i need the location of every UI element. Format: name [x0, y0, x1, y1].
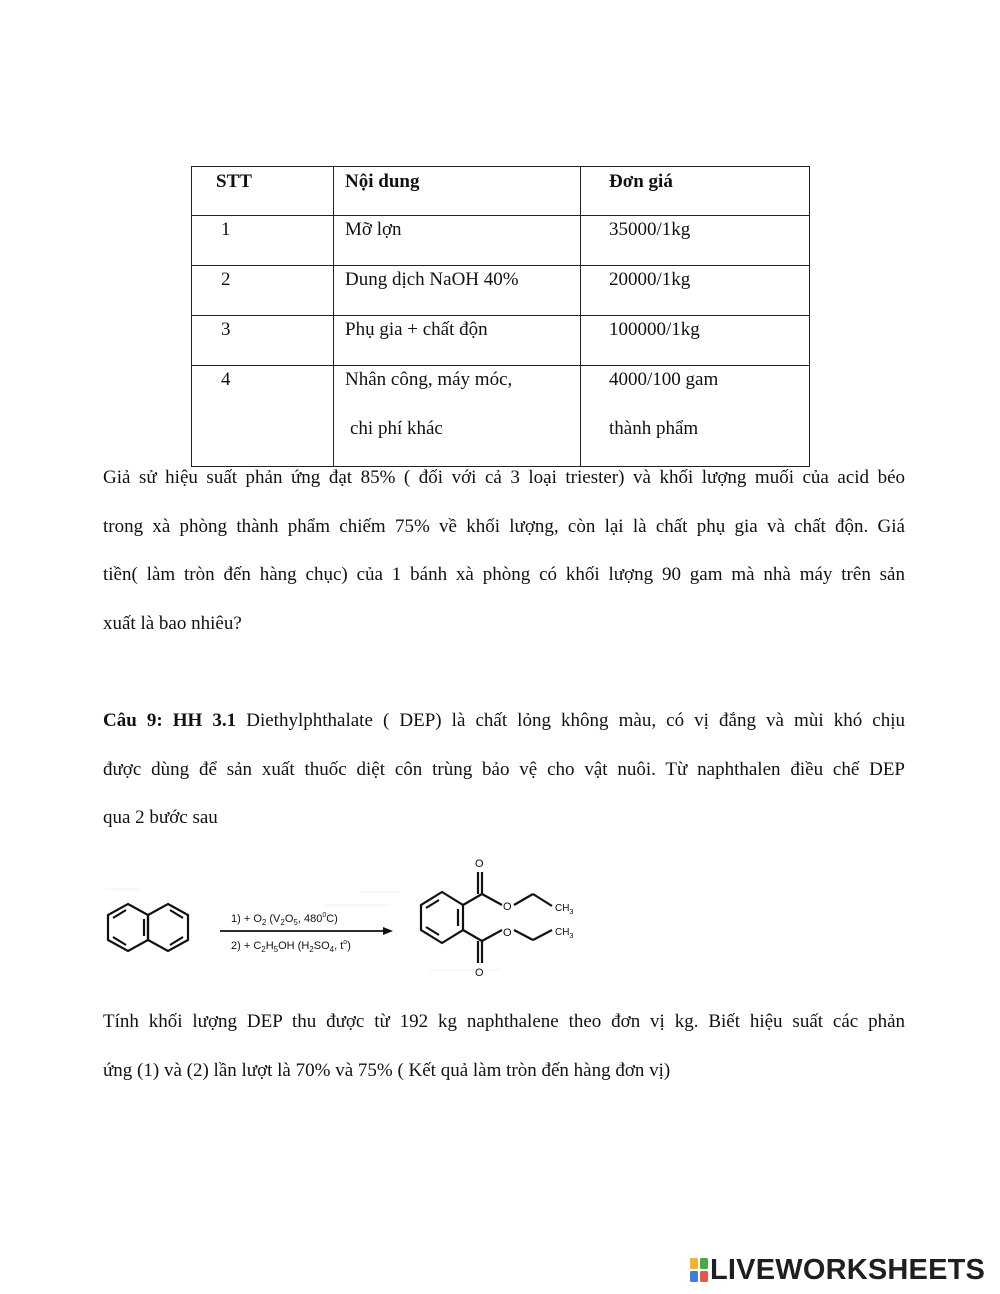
carbonyl-oxygen-top: O: [475, 858, 484, 870]
dep-structure: [421, 872, 552, 963]
liveworksheets-logo: [690, 1253, 990, 1287]
methyl-top: $CH_3$: [555, 903, 574, 916]
paragraph-line: ứng (1) và (2) lần lượt là 70% và 75% ( Kết quả làm tròn đến hàng đơn vị): [103, 1059, 671, 1081]
row-stt: [192, 366, 334, 467]
question-text: Diethylphthalate ( DEP) là chất lỏng không màu, có vị đắng và mùi khó chịu: [236, 710, 905, 731]
row-content: Phụ gia + chất độn: [334, 316, 581, 366]
row-stt: 3: [192, 316, 334, 366]
row-content: Dung dịch NaOH 40%: [334, 266, 581, 316]
paragraph-line: xuất là bao nhiêu?: [103, 612, 242, 634]
paragraph-line: được dùng để sản xuất thuốc diệt côn trùng bảo vệ cho vật nuôi. Từ naphthalen điều chế DEP: [103, 758, 905, 780]
row-content: Mỡ lợn: [334, 216, 581, 266]
ester-oxygen-top: O: [503, 901, 512, 913]
row-price: [581, 366, 810, 467]
table-row: [192, 316, 810, 366]
problem-9-question: [103, 998, 905, 1095]
table-row: [192, 366, 810, 467]
brand-name: LIVEWORKSHEETS: [710, 1254, 986, 1286]
row-content-line2: chi phí khác: [350, 418, 443, 439]
scan-noise: [105, 889, 500, 970]
paragraph-line: [103, 697, 905, 746]
methyl-bottom: $CH_3$: [555, 927, 574, 940]
condition-step-2: $2) + C_2H_5OH$ ($H_2SO_4$, $t^o$): [231, 939, 351, 954]
row-price: 20000/1kg: [581, 266, 810, 316]
condition-step-1: $1) + O_2$ ($V_2O_5$, $480^0C$): [231, 912, 338, 927]
row-price-line2: thành phẩm: [609, 418, 699, 439]
reaction-scheme: [100, 852, 600, 987]
reaction-scheme-svg: [100, 852, 600, 987]
paragraph-line: trong xà phòng thành phẩm chiếm 75% về khối lượng, còn lại là chất phụ gia và chất độn. Giá: [103, 515, 905, 537]
problem-9-intro: [103, 697, 905, 842]
question-label: Câu 9: HH 3.1: [103, 710, 237, 731]
header-price: Đơn giá: [581, 167, 810, 216]
row-stt-text: 4: [221, 369, 231, 390]
row-stt: 2: [192, 266, 334, 316]
row-price: 100000/1kg: [581, 316, 810, 366]
ester-oxygen-bottom: O: [503, 927, 512, 939]
table-row: [192, 266, 810, 316]
paragraph-line: tiền( làm tròn đến hàng chục) của 1 bánh xà phòng có khối lượng 90 gam mà nhà máy trên sản: [103, 564, 905, 585]
naphthalene-structure: [108, 904, 188, 951]
carbonyl-oxygen-bottom: O: [475, 967, 484, 979]
liveworksheets-mark-icon: [690, 1258, 708, 1282]
row-content: [334, 366, 581, 467]
price-table: [191, 166, 810, 467]
problem-8-text: [103, 454, 905, 648]
table-header-row: [192, 167, 810, 216]
row-price-line1: 4000/100 gam: [609, 369, 719, 390]
paragraph-line: qua 2 bước sau: [103, 807, 218, 828]
row-price: 35000/1kg: [581, 216, 810, 266]
row-content-line1: Nhân công, máy móc,: [345, 369, 513, 390]
table-row: [192, 216, 810, 266]
row-stt: 1: [192, 216, 334, 266]
paragraph-line: Tính khối lượng DEP thu được từ 192 kg naphthalene theo đơn vị kg. Biết hiệu suất các phản: [103, 1011, 905, 1032]
header-content: Nội dung: [334, 167, 581, 216]
paragraph-line: Giả sử hiệu suất phản ứng đạt 85% ( đối với cả 3 loại triester) và khối lượng muối của acid béo: [103, 467, 905, 488]
header-stt: STT: [192, 167, 334, 216]
reaction-arrow: [220, 927, 393, 935]
